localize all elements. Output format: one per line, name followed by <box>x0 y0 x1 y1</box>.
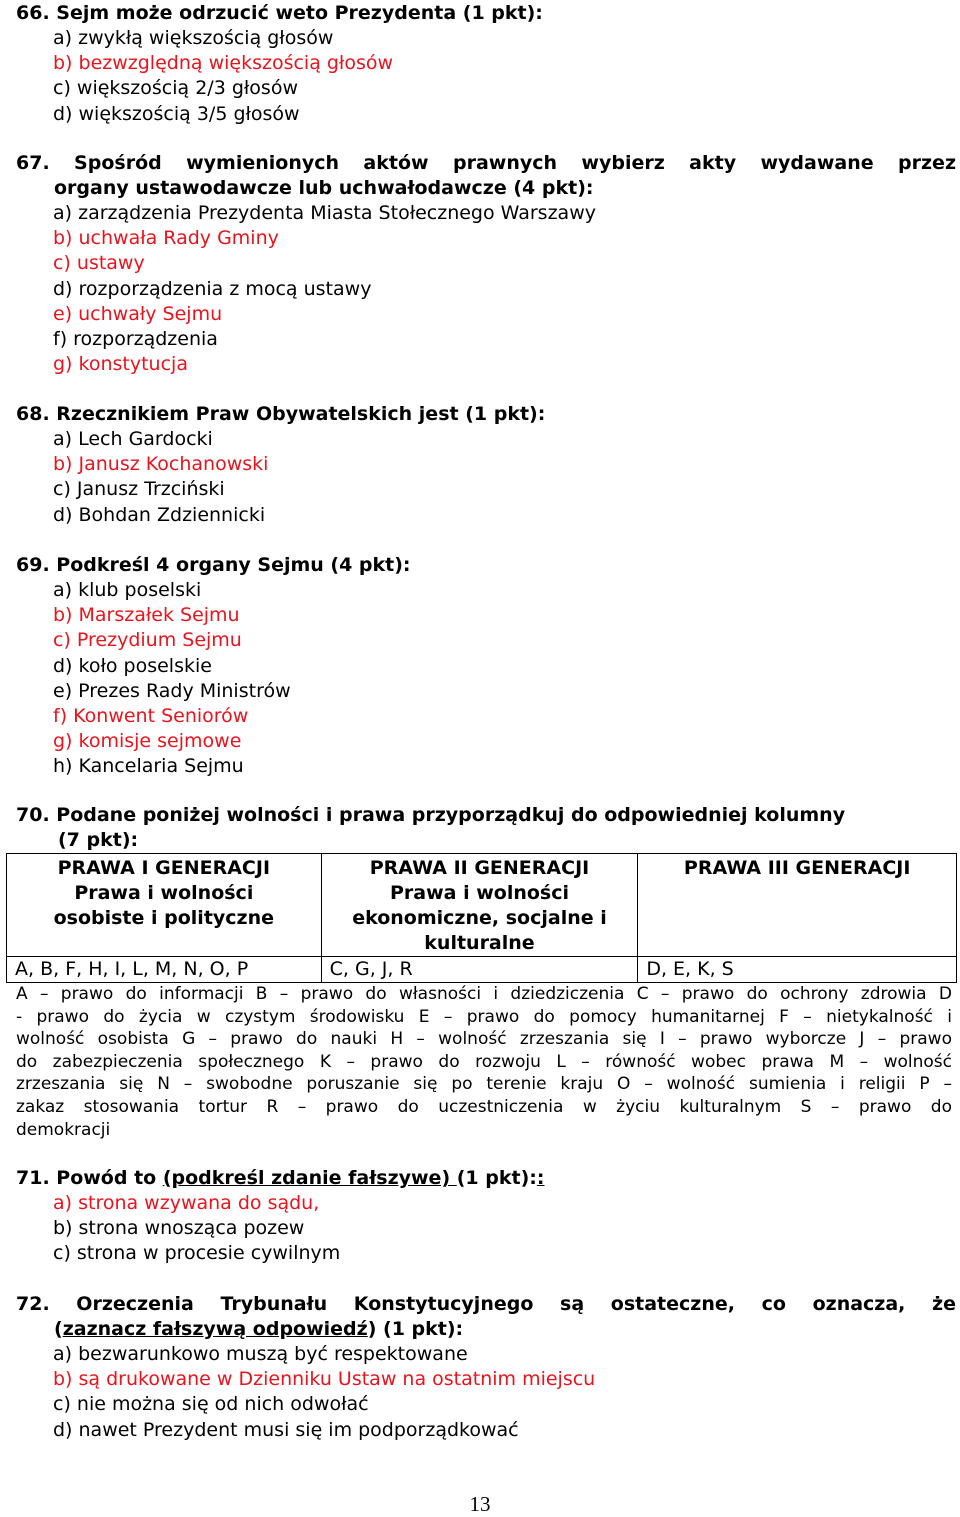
page-number: 13 <box>469 1492 491 1516</box>
answer-option: b) strona wnosząca pozew <box>53 1217 305 1240</box>
question-71-title-pre: 71. Powód to <box>16 1167 163 1189</box>
column-values-gen-3: D, E, K, S <box>638 957 957 983</box>
legend-line: A – prawo do informacji B – prawo do własności i dziedziczenia C – prawo do ochrony zdrowia D <box>16 984 952 1004</box>
answer-option: a) Lech Gardocki <box>53 428 213 450</box>
column-header-line: osobiste i polityczne <box>53 907 275 929</box>
question-66 <box>16 1 956 127</box>
question-68-options <box>16 427 956 528</box>
question-67-title-line1: 67. Spośród wymienionych aktów prawnych wybierz akty wydawane przez <box>16 152 956 174</box>
answer-option: c) Prezydium Sejmu <box>53 629 242 652</box>
question-71-title-colon: : <box>536 1167 545 1189</box>
answer-option: c) ustawy <box>53 252 145 275</box>
column-values-gen-2: C, G, J, R <box>321 957 638 983</box>
question-72-title <box>16 1292 956 1342</box>
answer-option: b) są drukowane w Dzienniku Ustaw na ostatnim miejscu <box>53 1368 596 1391</box>
answer-option: a) strona wzywana do sądu, <box>53 1192 320 1214</box>
question-72-title-line2 <box>16 1317 956 1342</box>
question-71-title-post: (1 pkt): <box>456 1167 537 1189</box>
column-values-gen-1: A, B, F, H, I, L, M, N, O, P <box>7 957 322 983</box>
answer-option: e) uchwały Sejmu <box>53 302 223 325</box>
question-70-title-line1: 70. Podane poniżej wolności i prawa przyporządkuj do odpowiedniej kolumny <box>16 804 846 826</box>
question-72-title-line1: 72. Orzeczenia Trybunału Konstytucyjnego są ostateczne, co oznacza, że <box>16 1293 956 1315</box>
column-header-line: PRAWA II GENERACJI <box>369 857 590 879</box>
answer-option: c) Janusz Trzciński <box>53 478 225 501</box>
answer-option: g) konstytucja <box>53 353 188 376</box>
legend-line: zrzeszania się N – swobodne poruszanie się po terenie kraju O – wolność sumienia i religii P – <box>16 1074 952 1095</box>
answer-option: a) zarządzenia Prezydenta Miasta Stołecznego Warszawy <box>53 202 596 224</box>
answer-option: b) uchwała Rady Gminy <box>53 227 279 250</box>
question-69-title: 69. Podkreśl 4 organy Sejmu (4 pkt): <box>16 554 411 576</box>
question-66-title: 66. Sejm może odrzucić weto Prezydenta (1 pkt): <box>16 2 543 24</box>
generations-header-row <box>7 854 957 957</box>
rights-legend <box>16 983 952 1141</box>
question-69 <box>16 553 956 780</box>
column-header-gen-3 <box>638 854 957 957</box>
answer-option: d) koło poselskie <box>53 654 212 677</box>
column-header-line: kulturalne <box>424 932 535 954</box>
question-72-options <box>16 1342 956 1443</box>
legend-line: wolność osobista G – prawo do nauki H – wolność zrzeszania się I – prawo wyborcze J – prawo <box>16 1029 952 1050</box>
question-67-title <box>16 151 956 201</box>
question-72 <box>16 1292 956 1443</box>
question-72-title-pre: ( <box>54 1318 63 1340</box>
answer-option: g) komisje sejmowe <box>53 730 242 753</box>
question-71-title <box>16 1166 956 1191</box>
question-68 <box>16 402 956 528</box>
generations-table <box>6 853 957 983</box>
question-70 <box>16 803 956 853</box>
column-header-line: PRAWA III GENERACJI <box>683 857 911 879</box>
question-72-title-underlined: zaznacz fałszywą odpowiedź <box>62 1318 368 1340</box>
generations-values-row <box>7 957 957 983</box>
column-header-gen-1 <box>7 854 322 957</box>
question-71-title-underlined: (podkreśl zdanie fałszywe) <box>162 1167 457 1189</box>
column-header-line: Prawa i wolności <box>389 882 569 904</box>
question-67-title-line2: organy ustawodawcze lub uchwałodawcze (4 pkt): <box>54 177 594 199</box>
question-67 <box>16 151 956 377</box>
answer-option: c) strona w procesie cywilnym <box>53 1242 341 1265</box>
answer-option: h) Kancelaria Sejmu <box>53 755 244 778</box>
answer-option: a) klub poselski <box>53 579 202 601</box>
answer-option: b) Janusz Kochanowski <box>53 453 269 476</box>
answer-option: b) Marszałek Sejmu <box>53 604 240 627</box>
answer-option: d) rozporządzenia z mocą ustawy <box>53 277 372 300</box>
answer-option: c) większością 2/3 głosów <box>53 77 298 100</box>
legend-line: zakaz stosowania tortur R – prawo do uczestniczenia w życiu kulturalnym S – prawo do <box>16 1096 952 1117</box>
question-71 <box>16 1166 956 1267</box>
answer-option: a) bezwarunkowo muszą być respektowane <box>53 1343 468 1365</box>
column-header-line: ekonomiczne, socjalne i <box>352 907 607 929</box>
answer-option: e) Prezes Rady Ministrów <box>53 679 291 702</box>
answer-option: a) zwykłą większością głosów <box>53 27 334 49</box>
answer-option: c) nie można się od nich odwołać <box>53 1393 369 1416</box>
question-70-title-line2: (7 pkt): <box>58 829 139 851</box>
column-header-line: Prawa i wolności <box>74 882 254 904</box>
answer-option: b) bezwzględną większością głosów <box>53 52 394 75</box>
question-72-title-post: ) (1 pkt): <box>367 1318 464 1340</box>
column-header-gen-2 <box>321 854 638 957</box>
answer-option: d) nawet Prezydent musi się im podporządkować <box>53 1418 519 1441</box>
answer-option: d) większością 3/5 głosów <box>53 102 300 125</box>
question-66-options <box>16 26 956 127</box>
legend-line: demokracji <box>16 1119 111 1140</box>
question-71-options <box>16 1191 956 1267</box>
legend-line: - prawo do życia w czystym środowisku E – prawo do pomocy humanitarnej F – nietykalność i <box>16 1006 952 1027</box>
answer-option: d) Bohdan Zdziennicki <box>53 503 266 526</box>
answer-option: f) rozporządzenia <box>53 328 218 351</box>
question-69-options <box>16 578 956 780</box>
question-67-options <box>16 201 956 377</box>
question-68-title: 68. Rzecznikiem Praw Obywatelskich jest (1 pkt): <box>16 403 546 425</box>
answer-option: f) Konwent Seniorów <box>53 705 249 728</box>
question-70-title <box>16 803 956 853</box>
column-header-line: PRAWA I GENERACJI <box>57 857 271 879</box>
legend-line: do zabezpieczenia społecznego K – prawo do rozwoju L – równość wobec prawa M – wolność <box>16 1051 952 1072</box>
